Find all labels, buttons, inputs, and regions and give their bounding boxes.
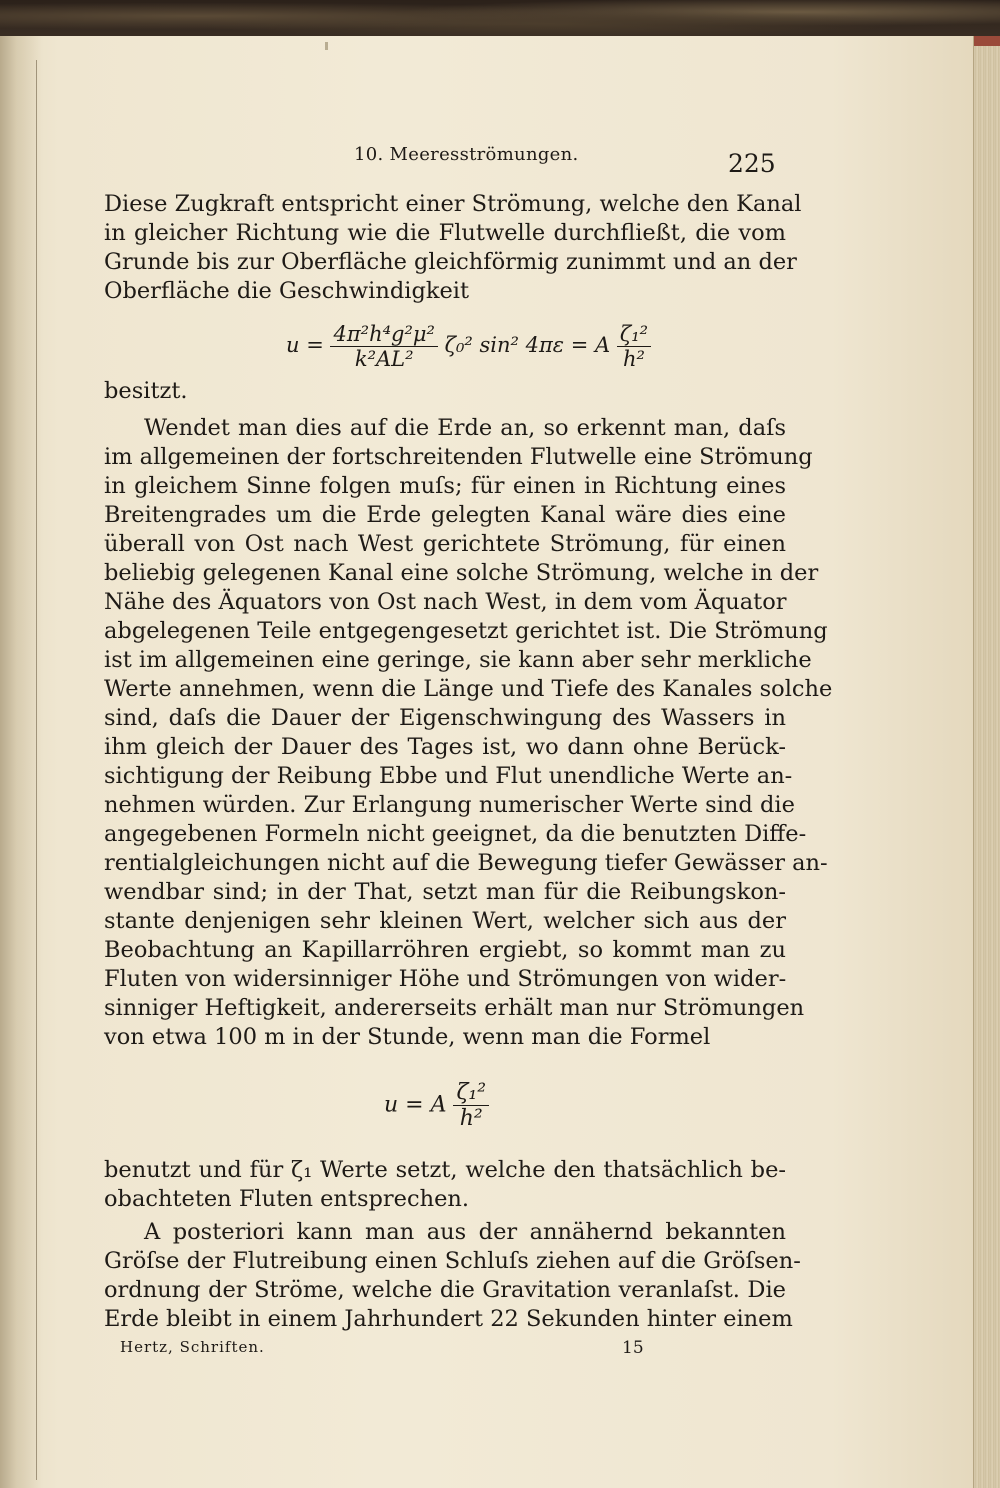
formula-denominator: h² bbox=[459, 1106, 483, 1131]
text-line: Erde bleibt in einem Jahrhundert 22 Sekunden hinter einem bbox=[104, 1306, 793, 1332]
formula-fraction bbox=[330, 322, 437, 371]
sheet-number: 15 bbox=[622, 1338, 644, 1358]
formula-fraction-right bbox=[617, 322, 651, 371]
gutter-line bbox=[36, 60, 37, 1480]
text-line: von etwa 100 m in der Stunde, wenn man die Formel bbox=[104, 1024, 711, 1050]
text-line: überall von Ost nach West gerichtete Strömung, für einen bbox=[104, 531, 786, 557]
page-number: 225 bbox=[728, 149, 776, 178]
text-line: ist im allgemeinen eine geringe, sie kann aber sehr merkliche bbox=[104, 647, 812, 673]
paragraph-1 bbox=[104, 190, 802, 306]
formula-lhs: u = A bbox=[384, 1092, 447, 1118]
text-line: in gleicher Richtung wie die Flutwelle durchfließt, die vom bbox=[104, 220, 786, 246]
text-line: abgelegenen Teile entgegengesetzt gerichtet ist. Die Strömung bbox=[104, 618, 828, 644]
formula-numerator-right: ζ₁² bbox=[617, 322, 651, 347]
ink-speck bbox=[325, 42, 328, 50]
text-line: ihm gleich der Dauer des Tages ist, wo dann ohne Berück- bbox=[104, 734, 786, 760]
book-cover-edge bbox=[0, 0, 1000, 40]
text-line: sinniger Heftigkeit, andererseits erhält man nur Strömungen bbox=[104, 995, 805, 1021]
text-line: benutzt und für ζ₁ Werte setzt, welche den thatsächlich be- bbox=[104, 1157, 786, 1183]
text-line: Gröſse der Flutreibung einen Schluſs ziehen auf die Gröſsen- bbox=[104, 1248, 801, 1274]
text-line: in gleichem Sinne folgen muſs; für einen in Richtung eines bbox=[104, 473, 786, 499]
paragraph-3 bbox=[104, 1156, 786, 1214]
formula-numerator: ζ₁² bbox=[453, 1080, 489, 1106]
text-line: Beobachtung an Kapillarröhren ergiebt, so kommt man zu bbox=[104, 937, 786, 963]
text-line: rentialgleichungen nicht auf die Bewegung tiefer Gewässer an- bbox=[104, 850, 828, 876]
paragraph-4 bbox=[104, 1218, 801, 1334]
text-line: angegebenen Formeln nicht geeignet, da die benutzten Diffe- bbox=[104, 821, 807, 847]
text-line: sind, daſs die Dauer der Eigenschwingung des Wassers in bbox=[104, 705, 786, 731]
page-edges bbox=[973, 36, 1000, 1488]
signature-mark: Hertz, Schriften. bbox=[120, 1338, 265, 1356]
running-title: 10. Meeresströmungen. bbox=[354, 144, 579, 165]
formula-numerator: 4π²h⁴g²μ² bbox=[330, 322, 437, 347]
formula-denominator: k²AL² bbox=[354, 347, 414, 371]
text-line: Oberfläche die Geschwindigkeit bbox=[104, 278, 470, 304]
text-line: Grunde bis zur Oberfläche gleichförmig zunimmt und an der bbox=[104, 249, 797, 275]
formula-denominator-right: h² bbox=[623, 347, 645, 371]
text-line: sichtigung der Reibung Ebbe und Flut unendliche Werte an- bbox=[104, 763, 793, 789]
paragraph-2 bbox=[104, 414, 833, 1052]
text-line: stante denjenigen sehr kleinen Wert, welcher sich aus der bbox=[104, 908, 786, 934]
text-line: ordnung der Ströme, welche die Gravitation veranlaſst. Die bbox=[104, 1277, 786, 1303]
text-line: nehmen würden. Zur Erlangung numerischer Werte sind die bbox=[104, 792, 795, 818]
formula-middle: ζ₀² sin² 4πε = A bbox=[444, 333, 611, 357]
text-line: im allgemeinen der fortschreitenden Flutwelle eine Strömung bbox=[104, 444, 813, 470]
text-line: Fluten von widersinniger Höhe und Strömungen von wider- bbox=[104, 966, 787, 992]
formula-velocity bbox=[286, 322, 651, 371]
text-line: A posteriori kann man aus der annähernd bekannten bbox=[144, 1219, 786, 1245]
text-line: Nähe des Äquators von Ost nach West, in dem vom Äquator bbox=[104, 589, 787, 615]
text-line: beliebig gelegenen Kanal eine solche Strömung, welche in der bbox=[104, 560, 819, 586]
text-line: Werte annehmen, wenn die Länge und Tiefe des Kanales solche bbox=[104, 676, 833, 702]
text-line: Wendet man dies auf die Erde an, so erkennt man, daſs bbox=[144, 415, 786, 441]
text-line: Diese Zugkraft entspricht einer Strömung, welche den Kanal bbox=[104, 191, 802, 217]
page-edge-red-mark bbox=[974, 36, 1000, 46]
formula-velocity-short bbox=[384, 1080, 489, 1131]
text-besitzt: besitzt. bbox=[104, 378, 188, 404]
formula-fraction bbox=[453, 1080, 489, 1131]
text-line: Breitengrades um die Erde gelegten Kanal wäre dies eine bbox=[104, 502, 786, 528]
text-line: wendbar sind; in der That, setzt man für die Reibungskon- bbox=[104, 879, 786, 905]
formula-lhs: u = bbox=[286, 333, 324, 357]
text-line: obachteten Fluten entsprechen. bbox=[104, 1186, 470, 1212]
